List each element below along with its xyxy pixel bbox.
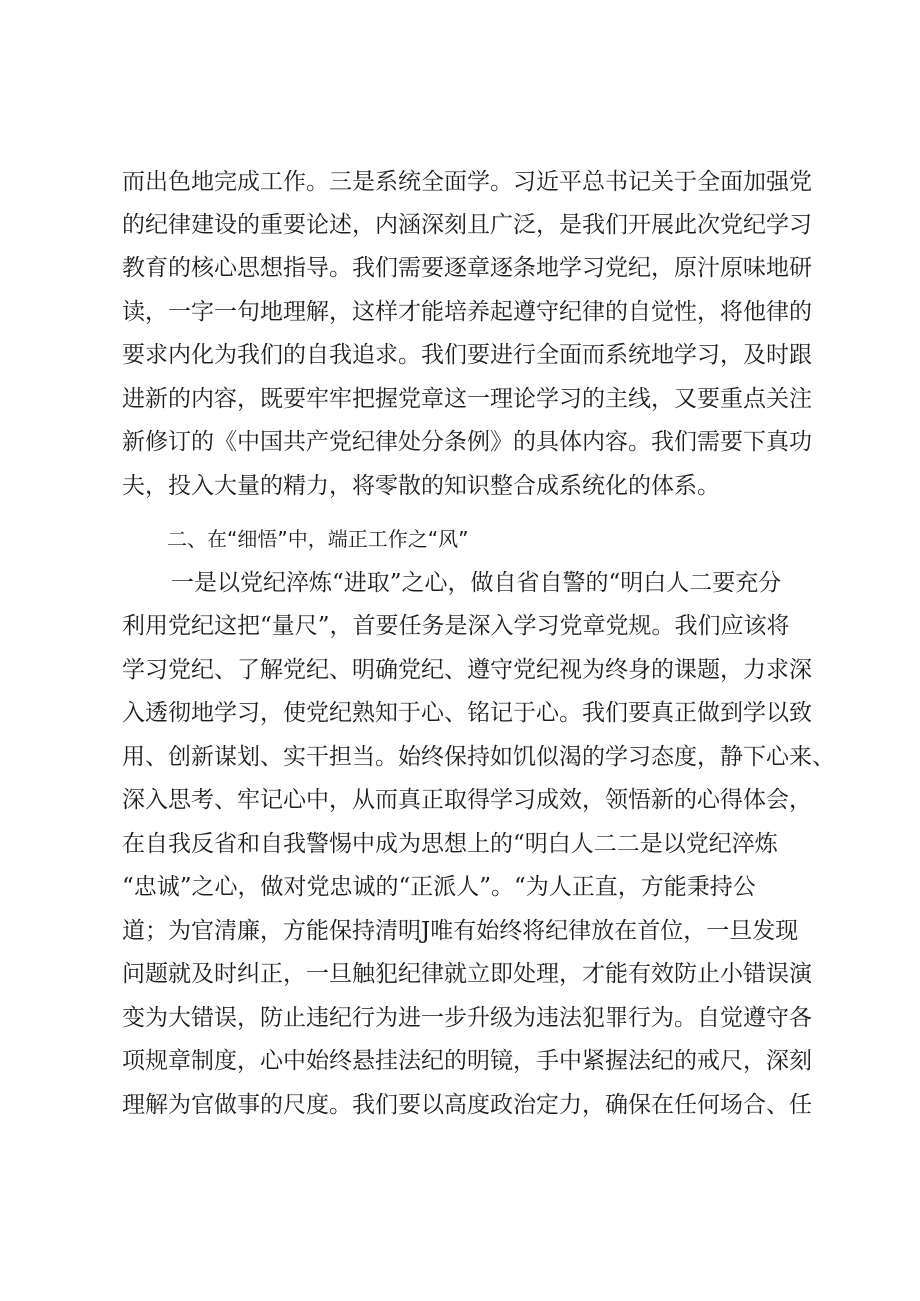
paragraph-line (0, 911, 920, 951)
line-text: 用、创新谋划、实干担当。始终保持如饥似渴的学习态度，静下心来、 (122, 744, 835, 770)
line-text: 夫，投入大量的精力，将零散的知识整合成系统化的体系。 (122, 473, 720, 499)
paragraph-line (0, 867, 920, 907)
section-heading-text: 二、在“细悟”中，端正工作之“风” (167, 527, 469, 551)
paragraph-line (0, 292, 920, 332)
line-text: 项规章制度，心中始终悬挂法纪的明镜，手中紧握法纪的戒尺，深刻 (122, 1048, 812, 1074)
paragraph-line (0, 466, 920, 506)
paragraph-line (0, 205, 920, 245)
paragraph-line (0, 693, 920, 733)
paragraph-line (0, 379, 920, 419)
paragraph-line (0, 780, 920, 820)
paragraph-line (0, 1041, 920, 1081)
paragraph-line (0, 606, 920, 646)
line-text: 变为大错误，防止违纪行为进一步升级为违法犯罪行为。自觉遵守各 (122, 1005, 812, 1031)
paragraph-line (0, 954, 920, 994)
paragraph-line (0, 1085, 920, 1125)
line-text: 理解为官做事的尺度。我们要以高度政治定力，确保在任何场合、任 (122, 1092, 812, 1118)
paragraph-line (0, 650, 920, 690)
line-text: 要求内化为我们的自我追求。我们要进行全面而系统地学习，及时跟 (122, 342, 812, 368)
paragraph-line (0, 335, 920, 375)
line-text: 进新的内容，既要牢牢把握党章这一理论学习的主线，又要重点关注 (122, 386, 812, 412)
line-text: 读，一字一句地理解，这样才能培养起遵守纪律的自觉性，将他律的 (122, 299, 812, 325)
line-text: 利用党纪这把“量尺”，首要任务是深入学习党章党规。我们应该将 (122, 613, 790, 639)
line-text: 的纪律建设的重要论述，内涵深刻且广泛，是我们开展此次党纪学习 (122, 212, 812, 238)
line-text: 而出色地完成工作。三是系统全面学。习近平总书记关于全面加强党 (122, 169, 812, 195)
line-text: “忠诚”之心，做对党忠诚的“正派人”。“为人正直，方能秉持公 (122, 874, 756, 900)
paragraph-line (0, 737, 920, 777)
line-text: 问题就及时纠正，一旦触犯纪律就立即处理，才能有效防止小错误演 (122, 961, 812, 987)
section-heading (0, 519, 920, 559)
line-text: 入透彻地学习，使党纪熟知于心、铭记于心。我们要真正做到学以致 (122, 700, 812, 726)
paragraph-line (0, 422, 920, 462)
line-text: 教育的核心思想指导。我们需要逐章逐条地学习党纪，原汁原味地研 (122, 255, 812, 281)
line-text: 一是以党纪淬炼“进取”之心，做自省自警的“明白人二要充分 (171, 570, 782, 596)
paragraph-line (0, 162, 920, 202)
line-text: 道；为官清廉，方能保持清明J唯有始终将纪律放在首位，一旦发现 (122, 918, 799, 944)
line-text: 新修订的《中国共产党纪律处分条例》的具体内容。我们需要下真功 (122, 429, 812, 455)
paragraph-line (0, 563, 920, 603)
paragraph-line (0, 824, 920, 864)
line-text: 在自我反省和自我警惕中成为思想上的“明白人二二是以党纪淬炼 (122, 831, 778, 857)
line-text: 学习党纪、了解党纪、明确党纪、遵守党纪视为终身的课题，力求深 (122, 657, 812, 683)
line-text: 深入思考、牢记心中，从而真正取得学习成效，领悟新的心得体会， (122, 787, 812, 813)
paragraph-line (0, 998, 920, 1038)
paragraph-line (0, 248, 920, 288)
